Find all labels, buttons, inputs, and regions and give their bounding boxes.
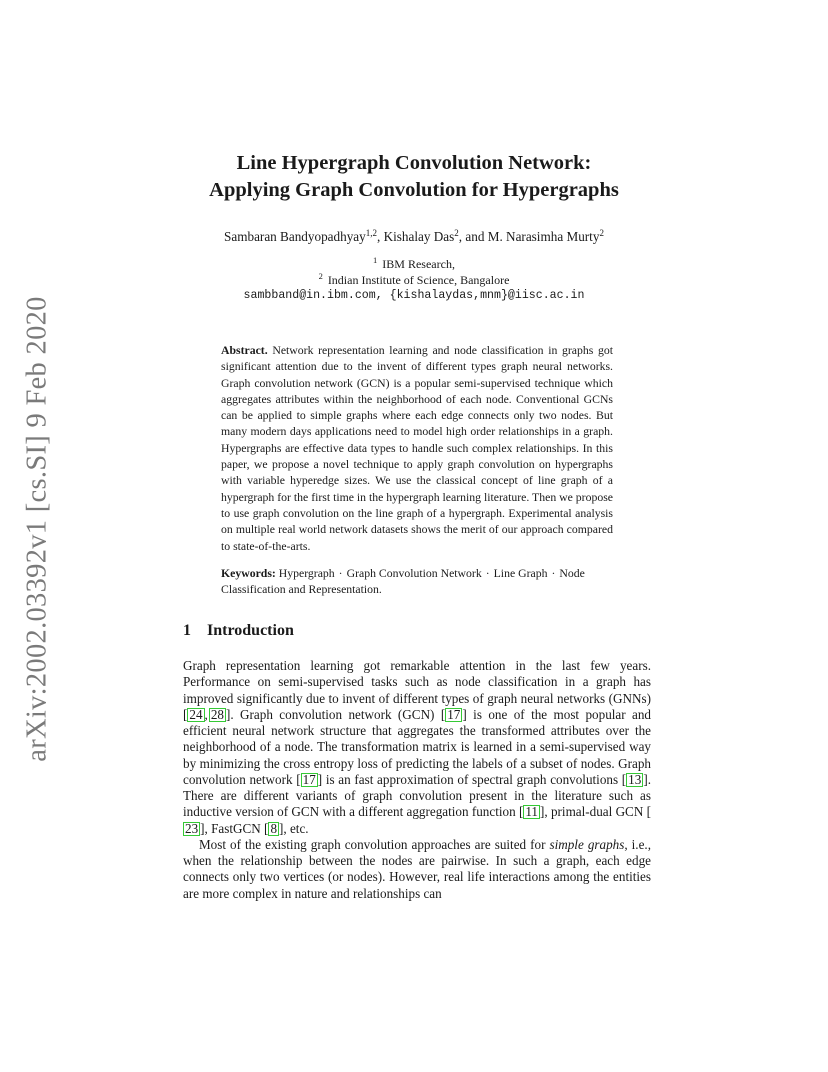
keyword-separator: · (485, 567, 490, 580)
abstract-text: Network representation learning and node classification in graphs got significant attention due to the invent of different types graph neural networks. Graph convolution network (GCN) is a popular semi-supervised technique which aggregates attributes within the neighborhood of each node. Conventional GCNs can be applied to simple graphs where each edge connects only two nodes. But many modern days applications need to model high order relationships in a graph. Hypergraphs are effective data types to handle such complex relationships. In this paper, we propose a novel technique to apply graph convolution on hypergraphs with variable hyperedge sizes. We use the classical concept of line graph of a hypergraph for the first time in the hypergraph learning literature. Then we propose to use graph convolution on the line graph of a hypergraph. Experimental analysis on multiple real world network datasets shows the merit of our approach compared to state-of-the-arts. (221, 344, 613, 553)
author-separator: , (377, 229, 384, 244)
keyword: Node Classification and Representation. (221, 567, 585, 596)
citation-link[interactable]: 11 (525, 804, 538, 820)
abstract (221, 343, 613, 555)
author-emails: sambband@in.ibm.com, {kishalaydas,mnm}@iisc.ac.in (243, 289, 585, 302)
paper-title (100, 150, 728, 204)
affiliation-line (100, 256, 728, 272)
affiliation-number: 2 (318, 271, 323, 281)
emphasis: simple graphs (549, 836, 625, 852)
keyword: Graph Convolution Network (346, 567, 482, 580)
keyword: Line Graph (493, 567, 548, 580)
arxiv-identifier-text: arXiv:2002.03392v1 [cs.SI] 9 Feb 2020 (22, 296, 54, 762)
affiliation-text: IBM Research, (382, 257, 455, 271)
citation-link[interactable]: 8 (270, 820, 278, 836)
author-name: M. Narasimha Murty (487, 229, 600, 244)
citation-link[interactable]: 24 (189, 706, 203, 722)
affiliations (100, 256, 728, 304)
affiliation-text: Indian Institute of Science, Bangalore (327, 273, 510, 287)
paragraph-text: is an fast approximation of spectral graph convolutions (322, 771, 622, 787)
author-affiliation-mark: 2 (454, 228, 459, 238)
affiliation-number: 1 (373, 255, 378, 265)
paragraph: Graph representation learning got remarkable attention in the last few years. Performance on semi-supervised tasks such as node classification in a graph has improved significantly due to invent of different types of graph neural networks (GNNs) [ 24 , 28 ]. Graph convolution network (GCN) [ 17 ] is one of the most popular and efficient neural network structure that aggregates the transformed attributes over the neighborhood of a node. The transformation matrix is learned in a semi-supervised way by minimizing the cross entropy loss of predicting the labels of a subset of nodes. Graph convolution network [ 17 ] is an fast approximation of spectral graph convolutions [ 13 ]. There are different variants of graph convolution present in the literature such as inductive version of GCN with a different aggregation function [ 11 ], primal-dual GCN [23 ], FastGCN [ 8 ], etc. (183, 658, 651, 836)
keyword-separator: · (338, 567, 343, 580)
paragraph-text: Graph representation learning got remarkable attention in the last few years. Performance on semi-supervised tasks such as node classification in a graph has improved significantly due to invent of different types of graph neural networks (GNNs) (183, 658, 651, 706)
author-separator: , and (458, 229, 488, 244)
paragraph-text: , i.e., when the relationship between the nodes are pairwise. In such a graph, each edge connects only two vertices (or nodes). However, real life interactions among the entities are more complex in nature and relationships can (183, 836, 651, 901)
abstract-label: Abstract. (221, 344, 268, 357)
paragraph-text: Most of the existing graph convolution approaches are suited for (199, 836, 550, 852)
keywords (221, 566, 613, 597)
affiliation-line (100, 272, 728, 288)
keywords-label: Keywords: (221, 567, 276, 580)
author-affiliation-mark: 1,2 (365, 228, 378, 238)
title-line-1: Line Hypergraph Convolution Network: (236, 152, 592, 174)
section-title: Introduction (207, 622, 294, 639)
citation-link[interactable]: 13 (628, 771, 642, 787)
section-number: 1 (183, 622, 191, 639)
paragraph-text: , FastGCN (204, 820, 265, 836)
section-heading (183, 622, 294, 640)
arxiv-identifier (16, 296, 60, 762)
citation-link[interactable]: 17 (302, 771, 316, 787)
author-name: Sambaran Bandyopadhyay (224, 229, 366, 244)
citation-link[interactable]: 17 (447, 706, 461, 722)
paragraph-text: , etc. (283, 820, 309, 836)
introduction-body (183, 658, 651, 902)
paragraph-text: is one of the most popular and efficient neural network structure that aggregates the transformed attributes over the neighborhood of a node. The transformation matrix is learned in a semi-supervised way by minimizing the cross entropy loss of predicting the labels of a subset of nodes. Graph convolution network (183, 706, 651, 787)
paragraph (183, 837, 651, 902)
title-line-2: Applying Graph Convolution for Hypergraphs (209, 179, 619, 201)
author-list (100, 229, 728, 245)
paragraph-text: , primal-dual GCN (544, 804, 647, 820)
keyword: Hypergraph (278, 567, 335, 580)
paragraph-text: . Graph convolution network (GCN) (230, 706, 441, 722)
author-affiliation-mark: 2 (599, 228, 604, 238)
author-name: Kishalay Das (383, 229, 455, 244)
citation-link[interactable]: 28 (210, 706, 224, 722)
paragraph-text: . There are different variants of graph convolution present in the literature such as inductive version of GCN with a different aggregation function (183, 771, 651, 820)
keyword-separator: · (551, 567, 556, 580)
citation-link[interactable]: 23 (185, 820, 199, 836)
